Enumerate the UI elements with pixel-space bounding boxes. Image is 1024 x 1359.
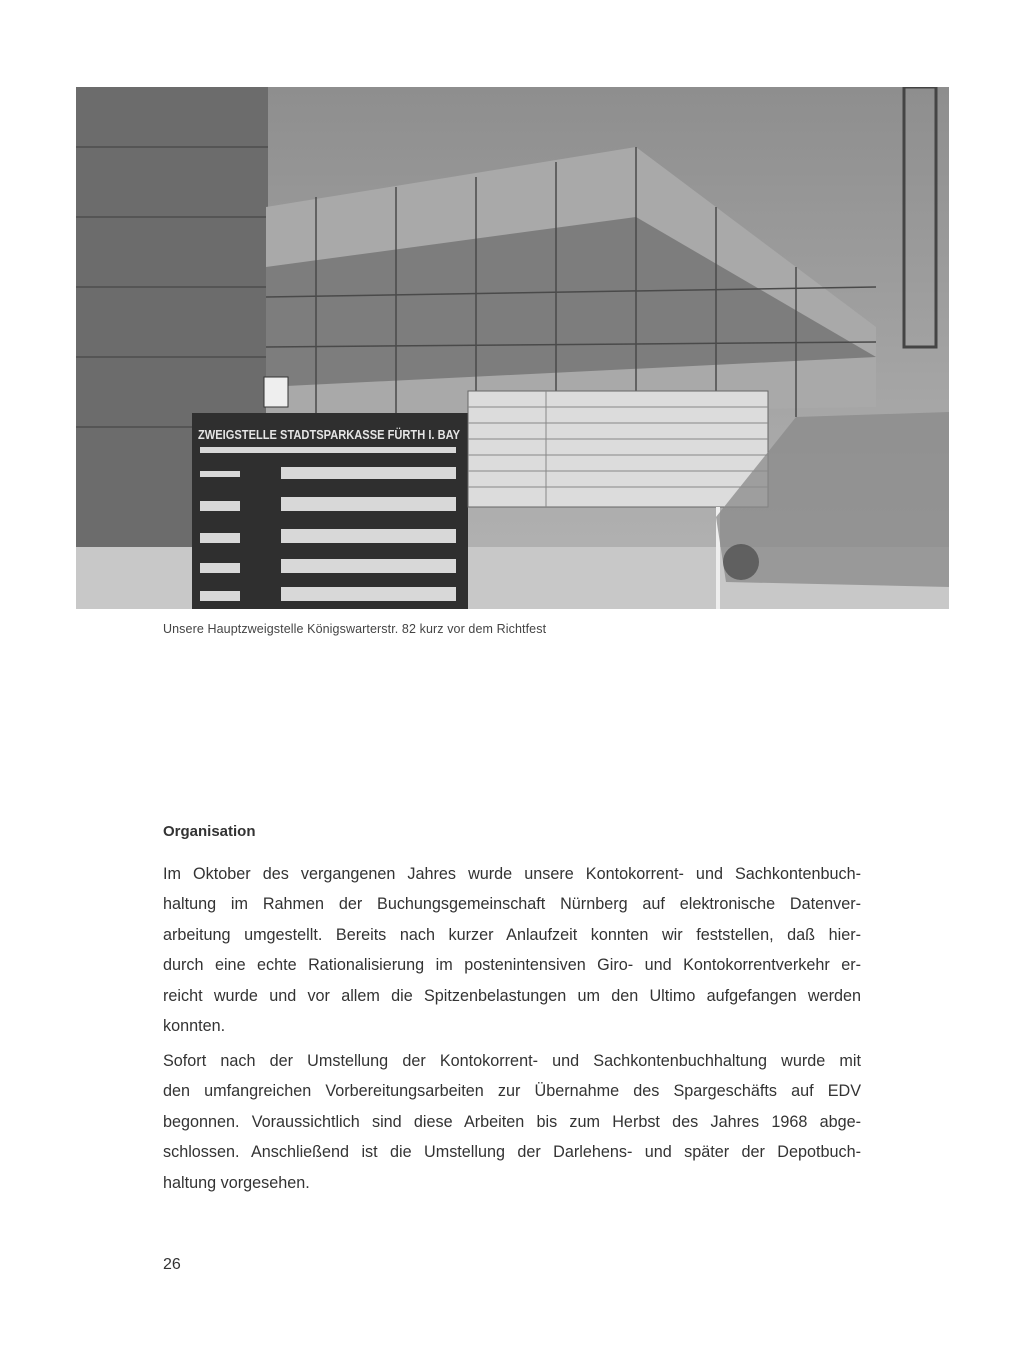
section-heading: Organisation: [163, 823, 256, 840]
text-line: Sofort nach der Umstellung der Kontokorrent- und Sachkontenbuchhaltung wurde mit: [163, 1052, 861, 1070]
text-line: konnten.: [163, 1016, 226, 1035]
construction-site-photo: [76, 87, 949, 609]
text-line: schlossen. Anschließend ist die Umstellung der Darlehens- und später der Depotbuch-: [163, 1143, 861, 1162]
page-number: 26: [163, 1256, 181, 1273]
text-line: arbeitung umgestellt. Bereits nach kurzer Anlaufzeit konnten wir feststellen, daß hier-: [163, 925, 861, 944]
text-line: Im Oktober des vergangenen Jahres wurde unsere Kontokorrent- und Sachkontenbuch-: [163, 865, 861, 883]
text-line: den umfangreichen Vorbereitungsarbeiten zur Übernahme des Spargeschäfts auf EDV: [163, 1082, 861, 1101]
paragraph-1: [163, 859, 861, 1041]
photo-caption: Unsere Hauptzweigstelle Königswarterstr. 82 kurz vor dem Richtfest: [163, 622, 547, 636]
text-line: haltung im Rahmen der Buchungsgemeinschaft Nürnberg auf elektronische Datenver-: [163, 895, 861, 914]
text-line: haltung vorgesehen.: [163, 1173, 310, 1192]
sign-lettering: ZWEIGSTELLE STADTSPARKASSE FÜRTH I. BAY: [198, 427, 461, 442]
text-line: durch eine echte Rationalisierung im postenintensiven Giro- und Kontokorrentverkehr er-: [163, 956, 861, 975]
paragraph-2: [163, 1046, 861, 1198]
text-line: reicht wurde und vor allem die Spitzenbelastungen um den Ultimo aufgefangen werden: [163, 986, 861, 1005]
text-line: begonnen. Voraussichtlich sind diese Arbeiten bis zum Herbst des Jahres 1968 abge-: [163, 1112, 861, 1131]
